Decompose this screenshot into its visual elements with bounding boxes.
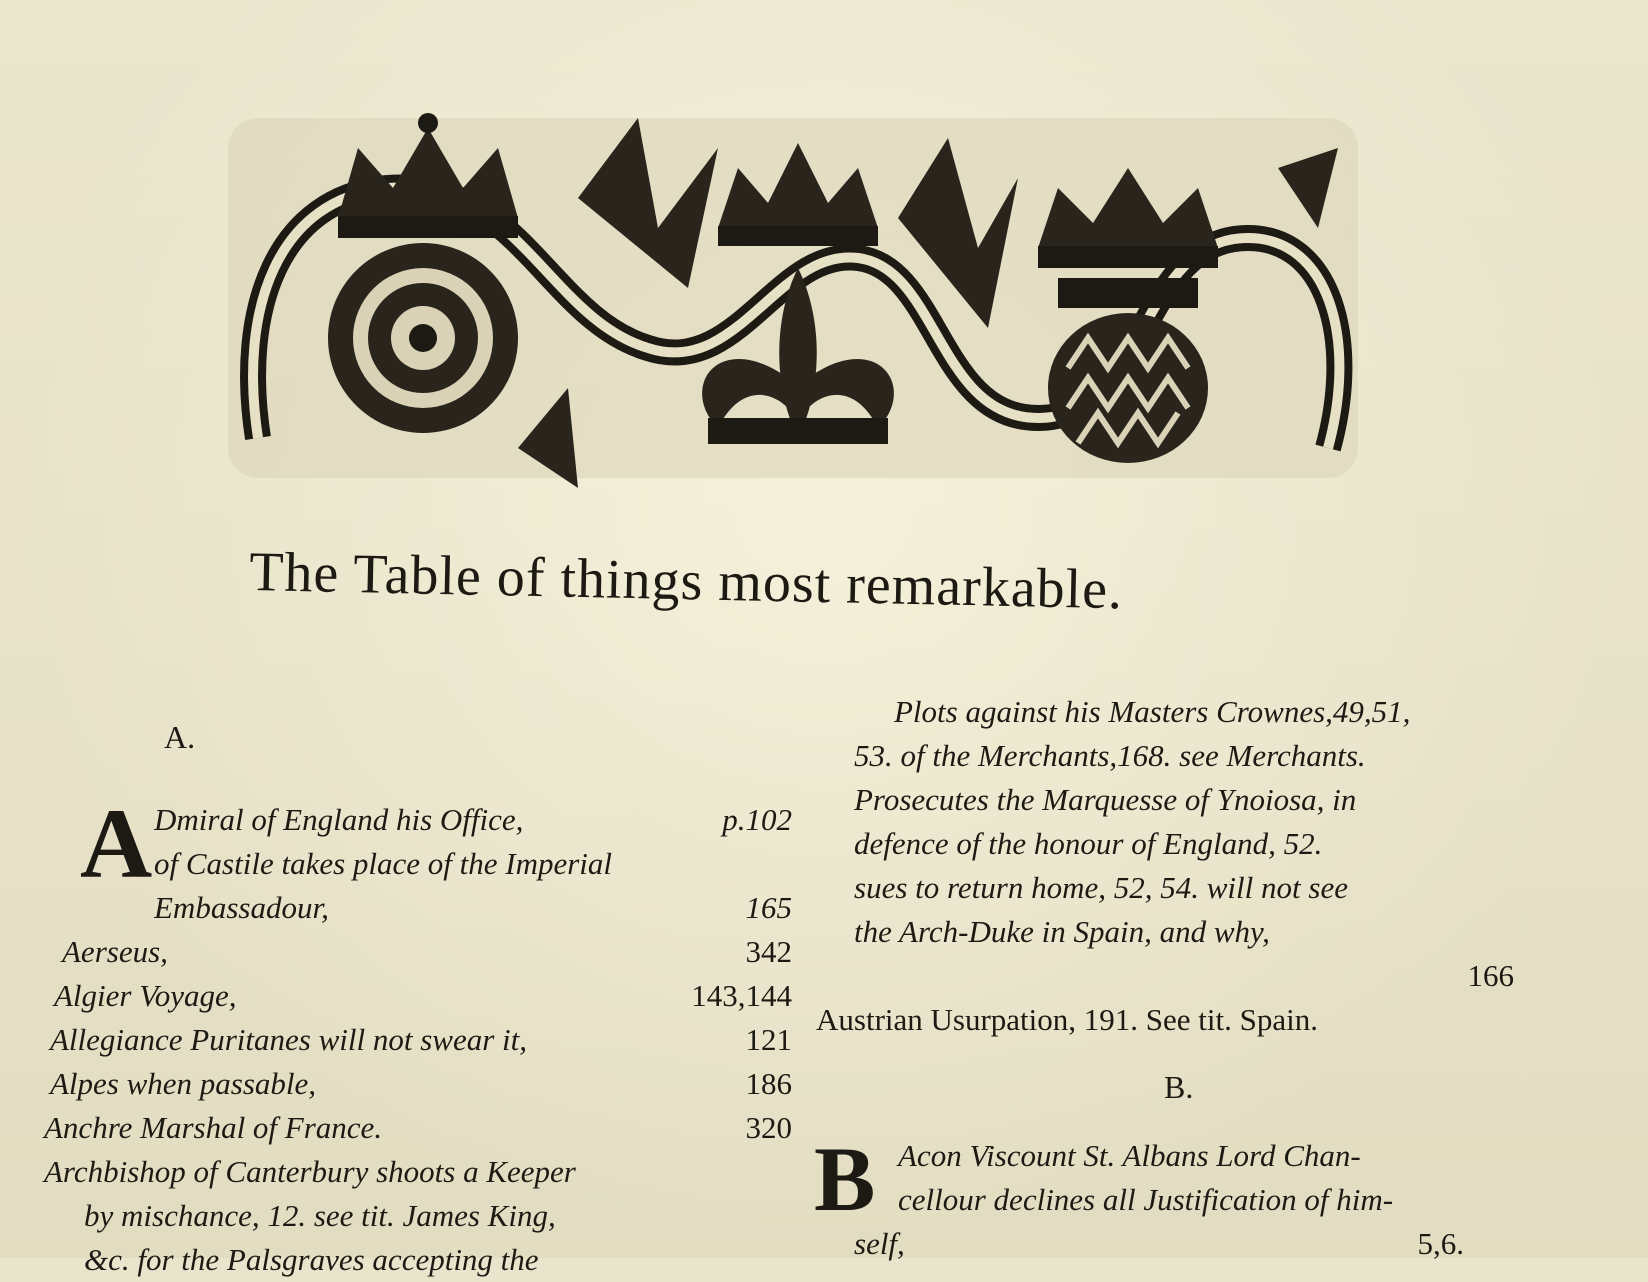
- entry-text: Archbishop of Canterbury shoots a Keeper: [44, 1154, 576, 1189]
- index-entry: [44, 930, 792, 974]
- section-letter-a: A.: [164, 719, 196, 755]
- page-title: The Table of things most remarkable.: [248, 540, 1124, 622]
- entry-text: Prosecutes the Marquesse of Ynoiosa, in: [854, 782, 1357, 817]
- entry-page: 165: [745, 890, 792, 925]
- entry-term: Aerseus,: [62, 934, 168, 969]
- tudor-rose: [328, 243, 518, 433]
- entry-text: sues to return home, 52, 54. will not see: [854, 870, 1348, 905]
- index-column-left: [44, 700, 792, 1282]
- index-column-right: [814, 690, 1534, 1266]
- entry-text: by mischance, 12. see tit. James King,: [84, 1198, 556, 1233]
- index-entry: [44, 1018, 792, 1062]
- entry-page: 143,144: [691, 978, 792, 1013]
- entry-page: 342: [745, 934, 792, 969]
- entry-page: p.102: [722, 802, 792, 837]
- entry-text: self,: [854, 1226, 905, 1261]
- section-letter-b: B.: [1164, 1069, 1194, 1105]
- index-entry: [44, 974, 792, 1018]
- entry-page: 5,6.: [1417, 1226, 1464, 1261]
- entry-text: Dmiral of England his Office,: [154, 802, 524, 837]
- index-entry: [44, 1062, 792, 1106]
- entry-text: the Arch-Duke in Spain, and why,: [854, 914, 1270, 949]
- entry-page: 320: [745, 1110, 792, 1145]
- entry-page: 121: [745, 1022, 792, 1057]
- index-entry-archbishop: [44, 1150, 792, 1282]
- drop-cap-b: B: [814, 1128, 876, 1230]
- entry-text: Embassadour,: [154, 890, 329, 925]
- entry-text: &c. for the Palsgraves accepting the: [84, 1242, 539, 1277]
- index-entry: [44, 1106, 792, 1150]
- entry-text: defence of the honour of England, 52.: [854, 826, 1323, 861]
- entry-page: 166: [1467, 958, 1514, 993]
- woodcut-headpiece-ornament: [218, 88, 1368, 508]
- index-entry-austrian: Austrian Usurpation, 191. See tit. Spain.: [816, 1002, 1318, 1037]
- entry-text: cellour declines all Justification of him-: [898, 1182, 1394, 1217]
- entry-page: 186: [745, 1066, 792, 1101]
- entry-text: of Castile takes place of the Imperial: [154, 846, 613, 881]
- index-entry-bacon: [814, 1128, 1534, 1266]
- drop-cap-a: A: [80, 788, 153, 899]
- entry-term: Anchre Marshal of France.: [44, 1110, 383, 1145]
- entry-text: 53. of the Merchants,168. see Merchants.: [854, 738, 1366, 773]
- entry-text: Plots against his Masters Crownes,49,51,: [894, 694, 1411, 729]
- entry-term: Allegiance Puritanes will not swear it,: [50, 1022, 528, 1057]
- thistle: [1048, 278, 1208, 463]
- entry-term: Algier Voyage,: [54, 978, 237, 1013]
- entry-text: Acon Viscount St. Albans Lord Chan-: [898, 1138, 1361, 1173]
- index-entry-admiral: [44, 788, 792, 930]
- entry-term: Alpes when passable,: [50, 1066, 317, 1101]
